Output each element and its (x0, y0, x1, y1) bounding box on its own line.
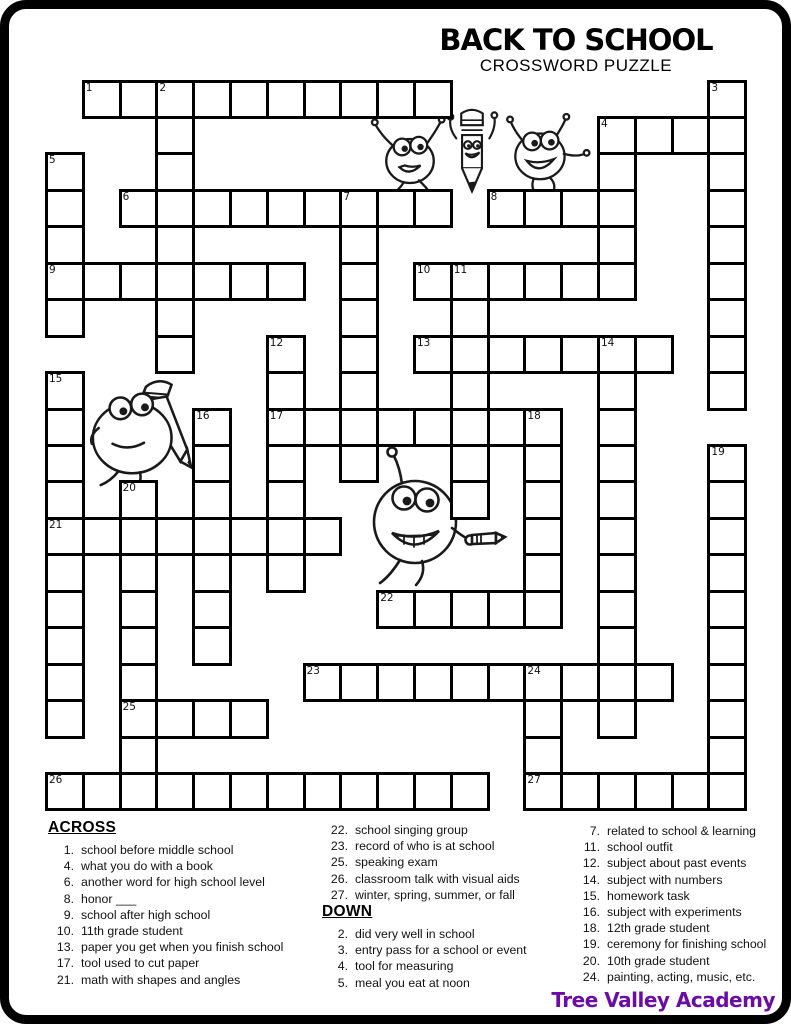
clue-text: math with shapes and angles (81, 972, 241, 987)
crossword-cell[interactable] (119, 553, 159, 592)
clue-number: 27. (330, 887, 348, 902)
clue-item (322, 942, 570, 958)
crossword-cell[interactable] (266, 553, 306, 592)
crossword-cell[interactable] (119, 736, 159, 775)
cell-number: 10 (417, 263, 431, 276)
crossword-cell[interactable] (487, 335, 527, 374)
crossword-cell[interactable] (413, 408, 453, 447)
crossword-cell[interactable] (192, 590, 232, 629)
clues-section-header: ACROSS (48, 819, 117, 836)
crossword-cell[interactable] (597, 189, 637, 228)
clue-text: honor ___ (81, 891, 137, 906)
crossword-cell[interactable] (339, 772, 379, 811)
clue-number: 8. (63, 891, 74, 906)
crossword-cell[interactable] (413, 189, 453, 228)
crossword-cell[interactable] (229, 772, 269, 811)
clue-text: homework task (607, 888, 690, 903)
crossword-cell[interactable] (119, 517, 159, 556)
crossword-cell[interactable] (523, 189, 563, 228)
crossword-cell[interactable] (597, 480, 637, 519)
crossword-cell[interactable] (339, 335, 379, 374)
cell-number: 18 (527, 409, 541, 422)
clue-number: 16. (582, 905, 600, 920)
clue-text: school before middle school (81, 843, 234, 857)
clue-text: classroom talk with visual aids (355, 871, 520, 886)
clue-number: 2. (337, 927, 348, 942)
crossword-cell[interactable] (119, 772, 159, 811)
clue-number: 3. (337, 943, 348, 958)
clue-item (322, 822, 570, 838)
crossword-cell[interactable] (707, 298, 747, 337)
crossword-cell[interactable] (45, 699, 85, 738)
clue-text: tool for measuring (355, 959, 454, 974)
clue-number: 18. (582, 921, 600, 936)
clue-text: another word for high school level (81, 875, 265, 890)
clue-column-3 (574, 823, 779, 985)
cell-number: 21 (49, 518, 63, 531)
clue-item (574, 969, 779, 985)
crossword-cell[interactable] (523, 335, 563, 374)
crossword-cell[interactable] (376, 663, 416, 702)
clue-item (322, 926, 570, 942)
crossword-cell[interactable] (192, 480, 232, 519)
crossword-cell[interactable] (339, 444, 379, 483)
crossword-cell[interactable] (450, 663, 490, 702)
clue-number: 9. (63, 907, 74, 922)
crossword-cell[interactable] (671, 772, 711, 811)
cell-number: 17 (269, 409, 284, 422)
clue-text: 12th grade student (607, 921, 710, 936)
crossword-cell[interactable] (266, 517, 306, 556)
crossword-cell[interactable] (560, 189, 600, 228)
clue-number: 5. (337, 975, 348, 990)
crossword-cell[interactable] (119, 590, 159, 629)
crossword-cell[interactable] (45, 590, 85, 629)
brand-logo-text: Tree Valley Academy (551, 988, 775, 1012)
crossword-cell[interactable] (707, 663, 747, 702)
clue-item (322, 871, 570, 887)
clue-number: 10. (56, 924, 74, 939)
crossword-cell[interactable] (229, 80, 269, 119)
crossword-cell[interactable] (45, 626, 85, 665)
crossword-cell[interactable] (487, 408, 527, 447)
clue-number: 24. (582, 969, 600, 984)
crossword-cell[interactable] (707, 225, 747, 264)
clue-text: school singing group (355, 823, 468, 837)
crossword-cell[interactable] (707, 517, 747, 556)
crossword-cell[interactable] (45, 663, 85, 702)
crossword-cell[interactable] (192, 699, 232, 738)
crossword-cell[interactable] (597, 371, 637, 410)
crossword-cell[interactable] (155, 298, 195, 337)
clue-number: 11. (583, 840, 600, 855)
cell-number: 15 (49, 373, 63, 386)
clue-item (574, 823, 779, 839)
crossword-cell[interactable] (707, 335, 747, 374)
cell-number: 11 (453, 263, 468, 276)
crossword-cell[interactable] (192, 517, 232, 556)
crossword-cell[interactable] (707, 262, 747, 301)
crossword-cell[interactable] (376, 408, 416, 447)
crossword-cell[interactable] (229, 262, 269, 301)
crossword-cell[interactable] (376, 772, 416, 811)
crossword-cell[interactable] (707, 772, 747, 811)
crossword-cell[interactable] (450, 335, 490, 374)
clue-column-1 (48, 819, 320, 988)
clue-column-2 (322, 822, 570, 991)
crossword-cell[interactable] (450, 408, 490, 447)
crossword-cell[interactable] (413, 590, 453, 629)
clue-text: what you do with a book (81, 859, 213, 874)
clue-item (48, 972, 320, 988)
clue-text: paper you get when you finish school (81, 940, 284, 955)
clue-text: entry pass for a school or event (355, 943, 527, 958)
clue-text: subject with numbers (607, 872, 723, 887)
cell-number: 16 (196, 409, 210, 422)
clue-text: did very well in school (355, 927, 475, 942)
clue-text: ceremony for finishing school (607, 937, 767, 952)
clue-item (574, 855, 779, 871)
crossword-cell[interactable] (450, 772, 490, 811)
clue-item (574, 936, 779, 952)
crossword-cell[interactable] (339, 663, 379, 702)
crossword-cell[interactable] (376, 80, 416, 119)
clue-item (574, 953, 779, 969)
clue-item (574, 920, 779, 936)
crossword-cell[interactable] (523, 480, 563, 519)
cell-number: 3 (711, 81, 719, 94)
crossword-cell[interactable] (597, 772, 637, 811)
clue-number: 6. (63, 875, 74, 890)
clue-number: 19. (582, 937, 600, 952)
clue-text: meal you eat at noon (355, 975, 470, 990)
crossword-cell[interactable] (192, 444, 232, 483)
clue-number: 4. (337, 959, 348, 974)
clue-item (574, 888, 779, 904)
cell-number: 1 (85, 81, 93, 94)
crossword-cell[interactable] (597, 152, 637, 191)
cell-number: 20 (122, 482, 136, 495)
clue-number: 25. (330, 855, 348, 870)
clue-text: tool used to cut paper (81, 956, 200, 971)
crossword-cell[interactable] (192, 189, 232, 228)
crossword-cell[interactable] (119, 626, 159, 665)
clue-number: 4. (63, 859, 74, 874)
crossword-cell[interactable] (376, 189, 416, 228)
crossword-cell[interactable] (45, 553, 85, 592)
crossword-cell[interactable] (155, 335, 195, 374)
crossword-cell[interactable] (303, 80, 343, 119)
crossword-cell[interactable] (597, 553, 637, 592)
clues-section-header: DOWN (322, 903, 373, 921)
clue-text: school after high school (81, 907, 211, 922)
crossword-cell[interactable] (45, 298, 85, 337)
crossword-cell[interactable] (192, 262, 232, 301)
clue-text: painting, acting, music, etc. (607, 969, 756, 984)
crossword-cell[interactable] (523, 517, 563, 556)
crossword-cell[interactable] (597, 517, 637, 556)
crossword-cell[interactable] (45, 408, 85, 447)
clue-number: 20. (582, 953, 600, 968)
crossword-cell[interactable] (634, 663, 674, 702)
crossword-cell[interactable] (155, 772, 195, 811)
crossword-cell[interactable] (560, 335, 600, 374)
crossword-cell[interactable] (597, 408, 637, 447)
crossword-cell[interactable] (119, 80, 159, 119)
crossword-cell[interactable] (487, 590, 527, 629)
cell-number: 19 (711, 446, 725, 458)
clue-text: winter, spring, summer, or fall (355, 887, 515, 902)
crossword-cell[interactable] (597, 444, 637, 483)
crossword-cell[interactable] (266, 772, 306, 811)
cell-number: 9 (49, 263, 56, 276)
cell-number: 6 (122, 190, 130, 203)
crossword-cell[interactable] (413, 663, 453, 702)
crossword-cell[interactable] (707, 116, 747, 155)
clue-item (48, 874, 320, 890)
crossword-cell[interactable] (413, 772, 453, 811)
crossword-cell[interactable] (45, 225, 85, 264)
crossword-cell[interactable] (82, 772, 122, 811)
crossword-cell[interactable] (707, 553, 747, 592)
cell-number: 2 (159, 81, 167, 94)
crossword-cell[interactable] (450, 371, 490, 410)
clue-item (574, 904, 779, 920)
crossword-cell[interactable] (229, 699, 269, 738)
clue-item (48, 907, 320, 923)
crossword-cell[interactable] (560, 772, 600, 811)
crossword-cell[interactable] (560, 262, 600, 301)
crossword-cell[interactable] (450, 480, 490, 519)
crossword-cell[interactable] (450, 590, 490, 629)
cell-number: 14 (601, 336, 615, 349)
crossword-cell[interactable] (523, 262, 563, 301)
crossword-cell[interactable] (487, 663, 527, 702)
crossword-cell[interactable] (634, 772, 674, 811)
clue-item (48, 939, 320, 955)
clue-item (574, 872, 779, 888)
crossword-cell[interactable] (229, 517, 269, 556)
crossword-cell[interactable] (707, 626, 747, 665)
crossword-cell[interactable] (413, 80, 453, 119)
clue-item (322, 887, 570, 903)
crossword-cell[interactable] (523, 553, 563, 592)
clue-number: 12. (582, 856, 600, 871)
clue-text: subject with experiments (607, 905, 742, 920)
crossword-cell[interactable] (155, 699, 195, 738)
crossword-cell[interactable] (266, 444, 306, 483)
crossword-cell[interactable] (634, 335, 674, 374)
crossword-cell[interactable] (707, 480, 747, 519)
cell-number: 22 (380, 591, 394, 604)
crossword-cell[interactable] (597, 590, 637, 629)
crossword-cell[interactable] (707, 371, 747, 410)
crossword-cell[interactable] (82, 517, 122, 556)
crossword-cell[interactable] (266, 262, 306, 301)
crossword-cell[interactable] (82, 262, 122, 301)
clue-number: 26. (330, 871, 348, 886)
crossword-cell[interactable] (303, 517, 343, 556)
crossword-cell[interactable] (597, 626, 637, 665)
crossword-cell[interactable] (707, 590, 747, 629)
clue-item (322, 838, 570, 854)
crossword-cell[interactable] (119, 262, 159, 301)
clue-item (322, 975, 570, 991)
clue-item (48, 842, 320, 858)
crossword-cell[interactable] (303, 772, 343, 811)
cell-number: 12 (269, 336, 284, 349)
crossword-cell[interactable] (707, 152, 747, 191)
crossword-cell[interactable] (266, 371, 306, 410)
clue-number: 17. (56, 956, 74, 971)
crossword-cell[interactable] (597, 699, 637, 738)
cell-number: 5 (49, 154, 56, 167)
clue-number: 1. (63, 843, 74, 857)
crossword-cell[interactable] (339, 262, 379, 301)
clue-item (48, 923, 320, 939)
crossword-cell[interactable] (192, 772, 232, 811)
crossword-cell[interactable] (266, 80, 306, 119)
clue-text: speaking exam (355, 855, 438, 870)
page-title: BACK TO SCHOOL (439, 23, 713, 57)
crossword-cell[interactable] (523, 736, 563, 775)
crossword-cell[interactable] (597, 663, 637, 702)
cell-number: 27 (527, 774, 541, 787)
clue-text: record of who is at school (355, 839, 495, 854)
crossword-cell[interactable] (192, 80, 232, 119)
crossword-cell[interactable] (155, 225, 195, 264)
crossword-cell[interactable] (339, 225, 379, 264)
clue-item (574, 839, 779, 855)
crossword-cell[interactable] (597, 225, 637, 264)
cell-number: 13 (417, 336, 431, 349)
crossword-cell[interactable] (45, 444, 85, 483)
crossword-cell[interactable] (45, 480, 85, 519)
crossword-cell[interactable] (560, 663, 600, 702)
crossword-cell[interactable] (487, 262, 527, 301)
clue-number: 21. (56, 972, 74, 987)
clue-number: 13. (56, 940, 74, 955)
title-block (428, 24, 724, 75)
crossword-cell[interactable] (155, 189, 195, 228)
crossword-cell[interactable] (155, 517, 195, 556)
crossword-cell[interactable] (339, 298, 379, 337)
crossword-cell[interactable] (450, 444, 490, 483)
clue-item (48, 891, 320, 907)
crossword-cell[interactable] (266, 189, 306, 228)
cell-number: 23 (306, 664, 320, 677)
crossword-cell[interactable] (523, 699, 563, 738)
cell-number: 26 (49, 774, 63, 787)
crossword-cell[interactable] (266, 480, 306, 519)
clue-item (48, 955, 320, 971)
crossword-cell[interactable] (597, 262, 637, 301)
crossword-cell[interactable] (119, 663, 159, 702)
crossword-cell[interactable] (45, 189, 85, 228)
crossword-cell[interactable] (523, 444, 563, 483)
clue-number: 23. (330, 839, 348, 854)
crossword-cell[interactable] (229, 189, 269, 228)
clue-text: 10th grade student (607, 953, 710, 968)
page-subtitle: CROSSWORD PUZZLE (479, 56, 673, 75)
crossword-cell[interactable] (707, 189, 747, 228)
cell-number: 7 (343, 190, 351, 203)
crossword-cell[interactable] (634, 116, 674, 155)
crossword-cell[interactable] (707, 736, 747, 775)
crossword-cell[interactable] (450, 298, 490, 337)
cell-number: 8 (490, 190, 498, 203)
crossword-cell[interactable] (192, 626, 232, 665)
clue-text: related to school & learning (607, 824, 757, 838)
crossword-cell[interactable] (303, 189, 343, 228)
clue-item (322, 854, 570, 870)
clue-text: subject about past events (607, 856, 747, 871)
crossword-cell[interactable] (339, 371, 379, 410)
crossword-cell[interactable] (339, 80, 379, 119)
clue-text: 11th grade student (81, 924, 183, 939)
crossword-cell[interactable] (155, 152, 195, 191)
clue-item (322, 958, 570, 974)
crossword-cell[interactable] (192, 553, 232, 592)
cell-number: 24 (527, 664, 541, 677)
clue-number: 7. (589, 824, 600, 838)
clue-number: 15. (582, 888, 600, 903)
clue-text: school outfit (607, 840, 673, 855)
crossword-cell[interactable] (155, 116, 195, 155)
clue-number: 14. (582, 872, 600, 887)
cell-number: 4 (601, 117, 608, 130)
crossword-cell[interactable] (339, 408, 379, 447)
clue-item (48, 858, 320, 874)
crossword-cell[interactable] (707, 699, 747, 738)
cell-number: 25 (122, 701, 136, 714)
clue-number: 22. (330, 823, 348, 837)
crossword-cell[interactable] (303, 408, 343, 447)
crossword-cell[interactable] (523, 590, 563, 629)
crossword-cell[interactable] (671, 116, 711, 155)
crossword-cell[interactable] (155, 262, 195, 301)
